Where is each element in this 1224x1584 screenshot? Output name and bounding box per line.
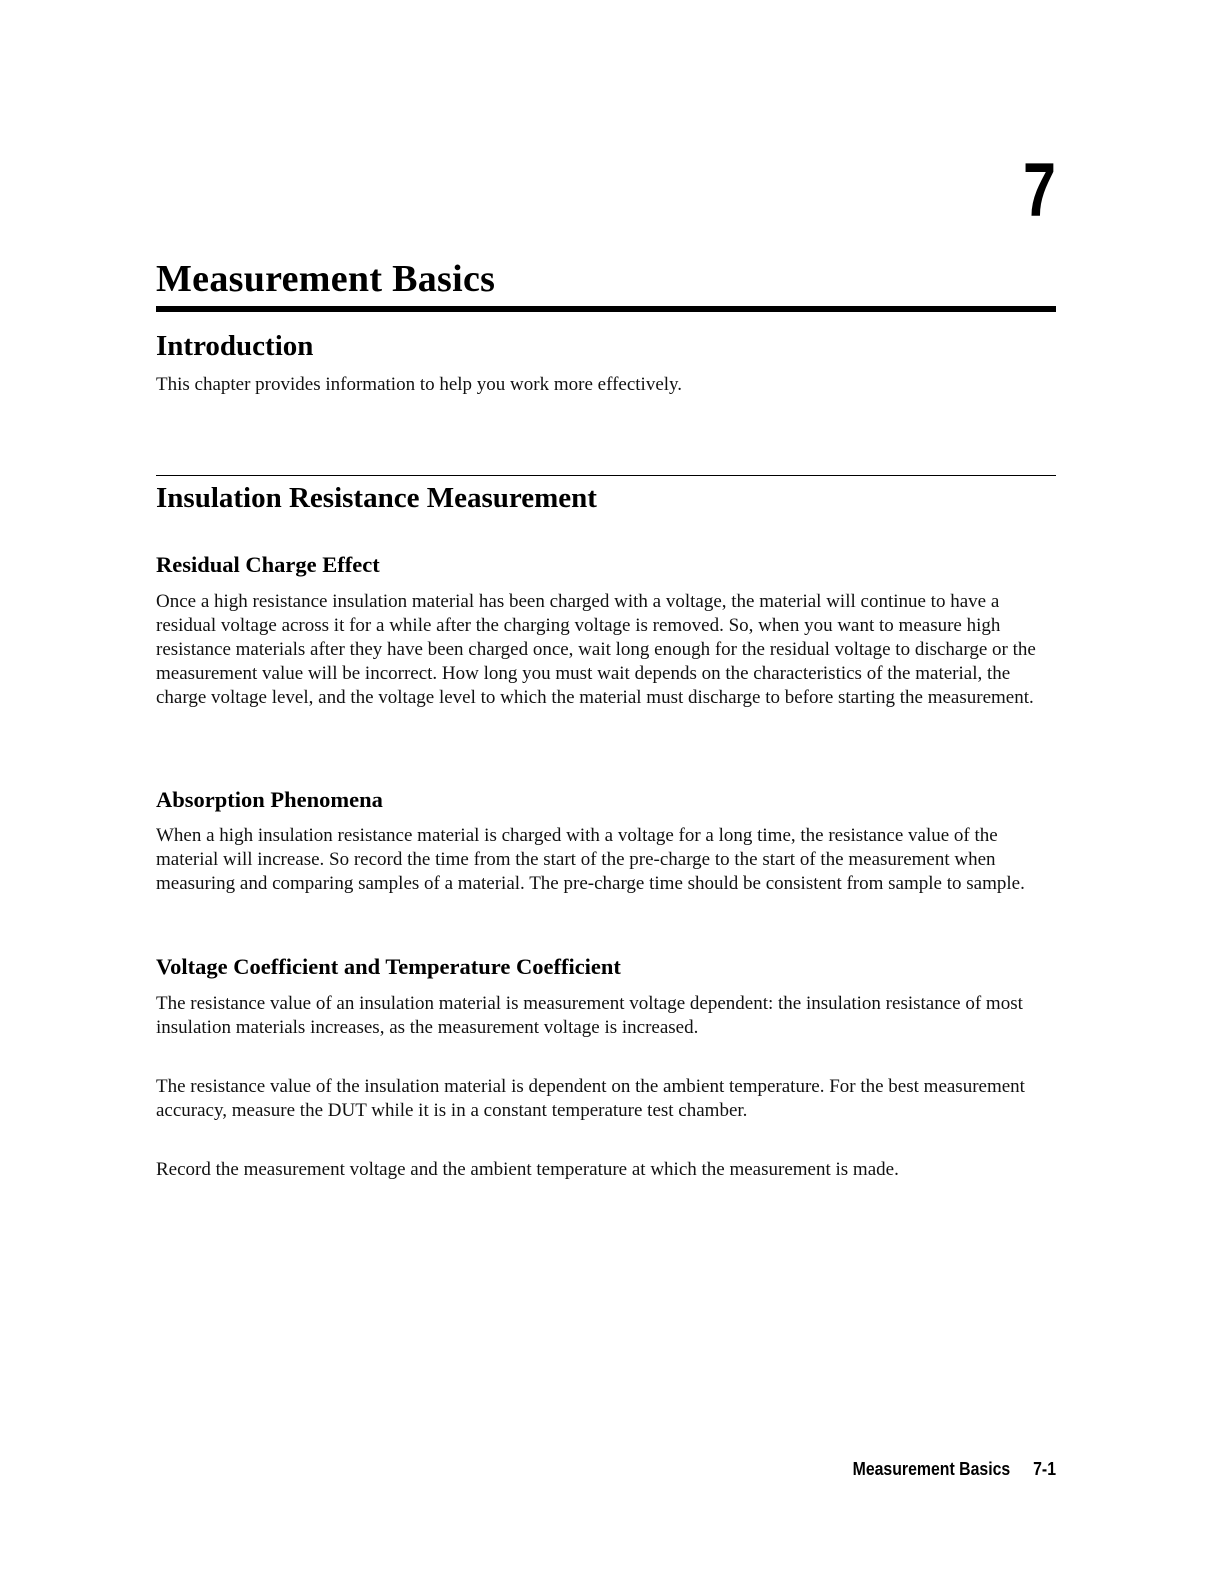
chapter-number: 7 [1023, 148, 1056, 233]
introduction-heading: Introduction [156, 330, 314, 362]
coefficient-paragraph-3: Record the measurement voltage and the ambient temperature at which the measurement is made. [156, 1159, 899, 1180]
residual-charge-text: Once a high resistance insulation material has been charged with a voltage, the material will continue to have a residual voltage across it for a while after the charging voltage is removed. So, when you want to measure high resistance materials after they have been charged once, wait long enough for the residual voltage to discharge or the measurement value will be incorrect. How long you must wait depends on the characteristics of the material, the charge voltage level, and the voltage level to which the material must discharge to before starting the measurement. [156, 591, 1036, 708]
page-footer [743, 1458, 1056, 1480]
footer-section-title: Measurement Basics [852, 1459, 1011, 1479]
introduction-text: This chapter provides information to help you work more effectively. [156, 374, 683, 395]
absorption-heading: Absorption Phenomena [156, 787, 383, 812]
chapter-title-rule [156, 306, 1056, 312]
chapter-title: Measurement Basics [156, 258, 496, 300]
coefficient-heading: Voltage Coefficient and Temperature Coefficient [156, 954, 621, 979]
residual-charge-heading: Residual Charge Effect [156, 552, 380, 577]
section-divider [156, 475, 1056, 476]
insulation-heading: Insulation Resistance Measurement [156, 482, 597, 514]
footer-page-number: 7-1 [1033, 1459, 1056, 1479]
coefficient-paragraph-1: The resistance value of an insulation material is measurement voltage dependent: the insulation resistance of most insulation materials increases, as the measurement voltage is increased. [156, 993, 1023, 1038]
absorption-text: When a high insulation resistance material is charged with a voltage for a long time, the resistance value of the material will increase. So record the time from the start of the pre-charge to the start of the measurement when measuring and comparing samples of a material. The pre-charge time should be consistent from sample to sample. [156, 825, 1025, 894]
coefficient-paragraph-2: The resistance value of the insulation material is dependent on the ambient temperature. For the best measurement accuracy, measure the DUT while it is in a constant temperature test chamber. [156, 1076, 1025, 1121]
